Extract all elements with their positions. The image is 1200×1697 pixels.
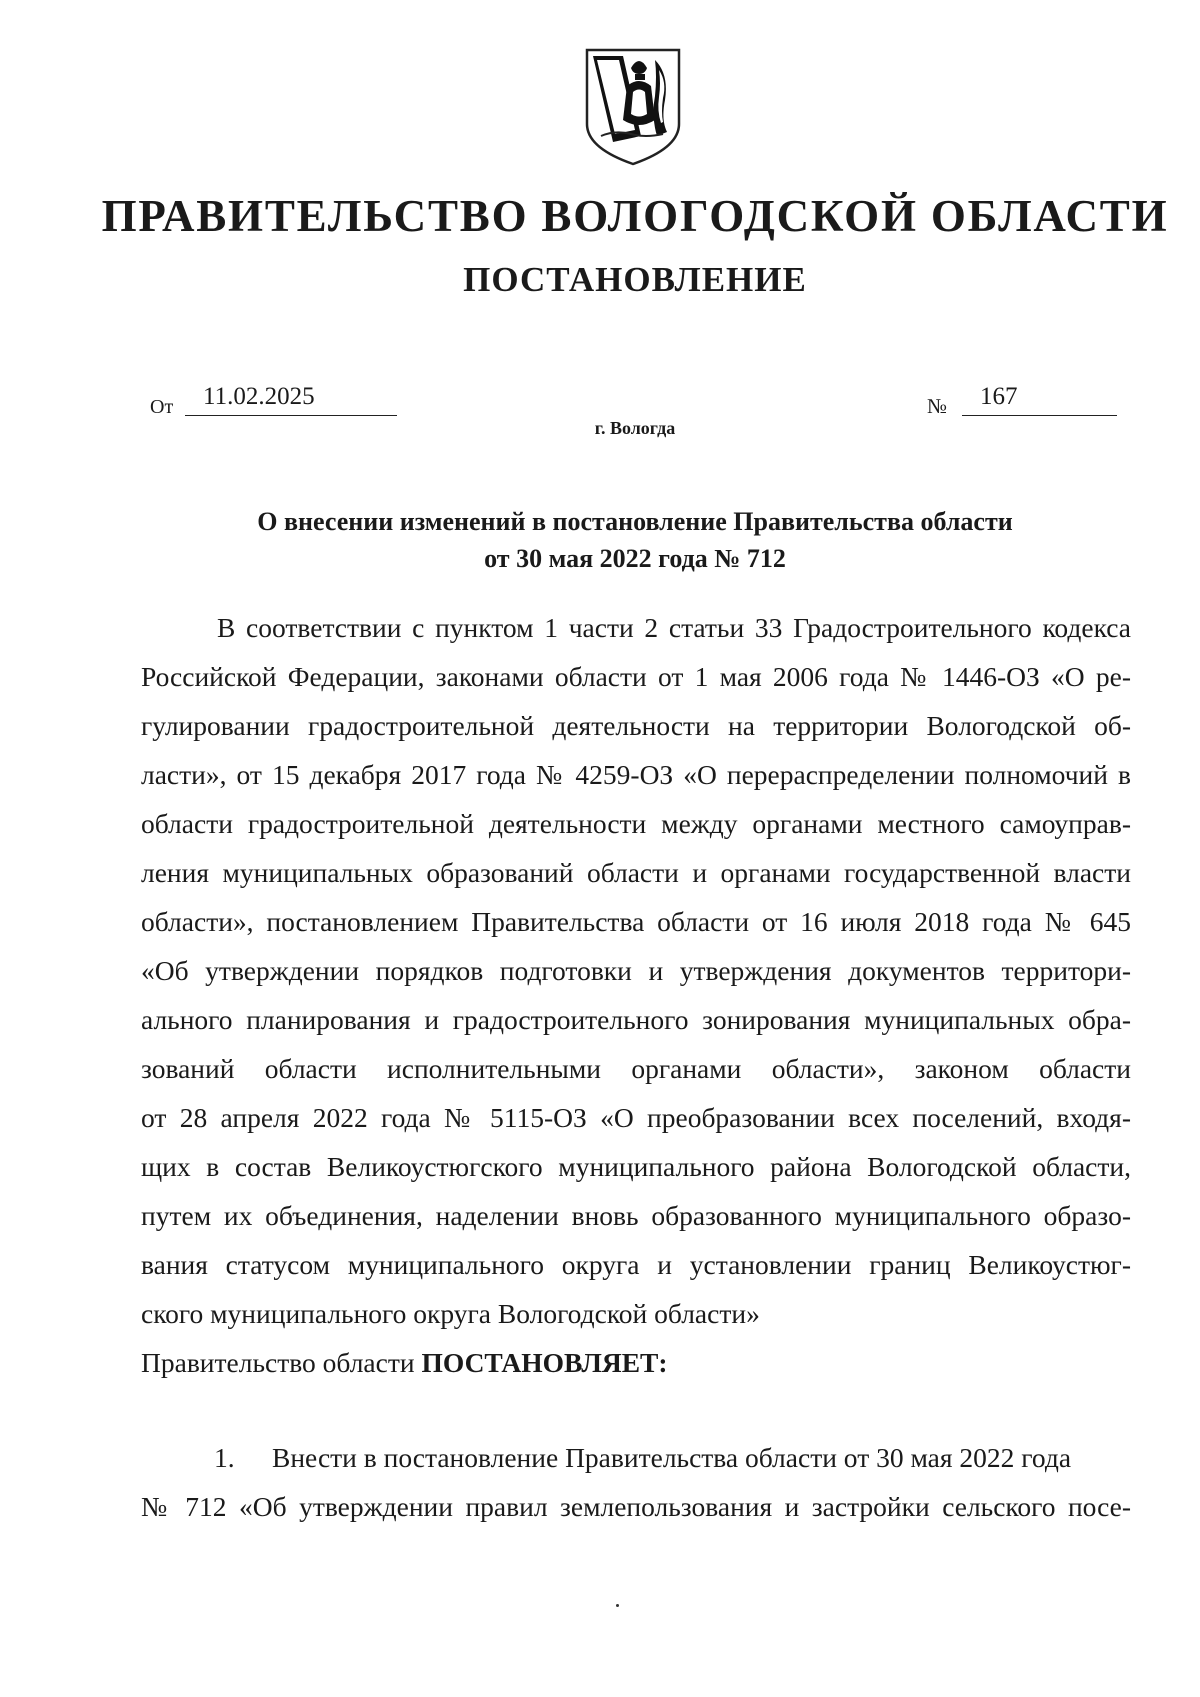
- date-label: От: [150, 396, 174, 418]
- decree-word: ПОСТАНОВЛЯЕТ:: [421, 1347, 668, 1378]
- body-line: Российской Федерации, законами области от 1 мая 2006 года № 1446-ОЗ «О ре-: [141, 661, 1131, 692]
- body-line: зований области исполнительными органами области», законом области: [141, 1053, 1131, 1084]
- body-line: ления муниципальных образований области и органами государственной власти: [141, 857, 1131, 888]
- document-body: [141, 603, 1131, 1531]
- decree-prefix: Правительство области: [141, 1347, 415, 1378]
- organization-title: ПРАВИТЕЛЬСТВО ВОЛОГОДСКОЙ ОБЛАСТИ: [101, 191, 1169, 241]
- body-line: ского муниципального округа Вологодской области»: [141, 1298, 760, 1329]
- subject-line: от 30 мая 2022 года № 712: [484, 544, 786, 573]
- coat-of-arms-icon: [583, 46, 683, 168]
- body-line: вания статусом муниципального округа и установлении границ Великоустюг-: [141, 1249, 1131, 1280]
- number-label: №: [927, 394, 948, 418]
- list-item-first-line: [141, 1433, 1131, 1482]
- list-item-number: 1.: [214, 1442, 235, 1473]
- document-date: 11.02.2025: [185, 382, 397, 416]
- body-line: В соответствии с пунктом 1 части 2 статьи 33 Градостроительного кодекса: [217, 612, 1131, 643]
- body-line: от 28 апреля 2022 года № 5115-ОЗ «О преобразовании всех поселений, входя-: [141, 1102, 1131, 1133]
- document-city: г. Вологда: [594, 418, 676, 438]
- body-line: ласти», от 15 декабря 2017 года № 4259-ОЗ «О перераспределении полномочий в: [141, 759, 1131, 790]
- list-item-text: Внести в постановление Правительства области от 30 мая 2022 года: [272, 1442, 1072, 1473]
- decree-statement: [141, 1338, 1131, 1387]
- body-line: области», постановлением Правительства области от 16 июля 2018 года № 645: [141, 906, 1131, 937]
- document-type-heading: ПОСТАНОВЛЕНИЕ: [463, 260, 807, 299]
- body-line: гулировании градостроительной деятельности на территории Вологодской об-: [141, 710, 1131, 741]
- body-line: «Об утверждении порядков подготовки и утверждения документов территори-: [141, 955, 1131, 986]
- body-line: щих в состав Великоустюгского муниципального района Вологодской области,: [141, 1151, 1131, 1182]
- body-line: ального планирования и градостроительного зонирования муниципальных обра-: [141, 1004, 1131, 1035]
- document-number: 167: [962, 382, 1117, 416]
- scan-artifact-dot: [616, 1604, 619, 1607]
- body-line: № 712 «Об утверждении правил землепользования и застройки сельского посе-: [141, 1491, 1131, 1522]
- body-line: области градостроительной деятельности между органами местного самоуправ-: [141, 808, 1131, 839]
- body-line: путем их объединения, наделении вновь образованного муниципального образо-: [141, 1200, 1131, 1231]
- subject-line: О внесении изменений в постановление Правительства области: [257, 507, 1013, 536]
- document-subject: [200, 503, 1070, 577]
- list-item: [141, 1433, 1131, 1531]
